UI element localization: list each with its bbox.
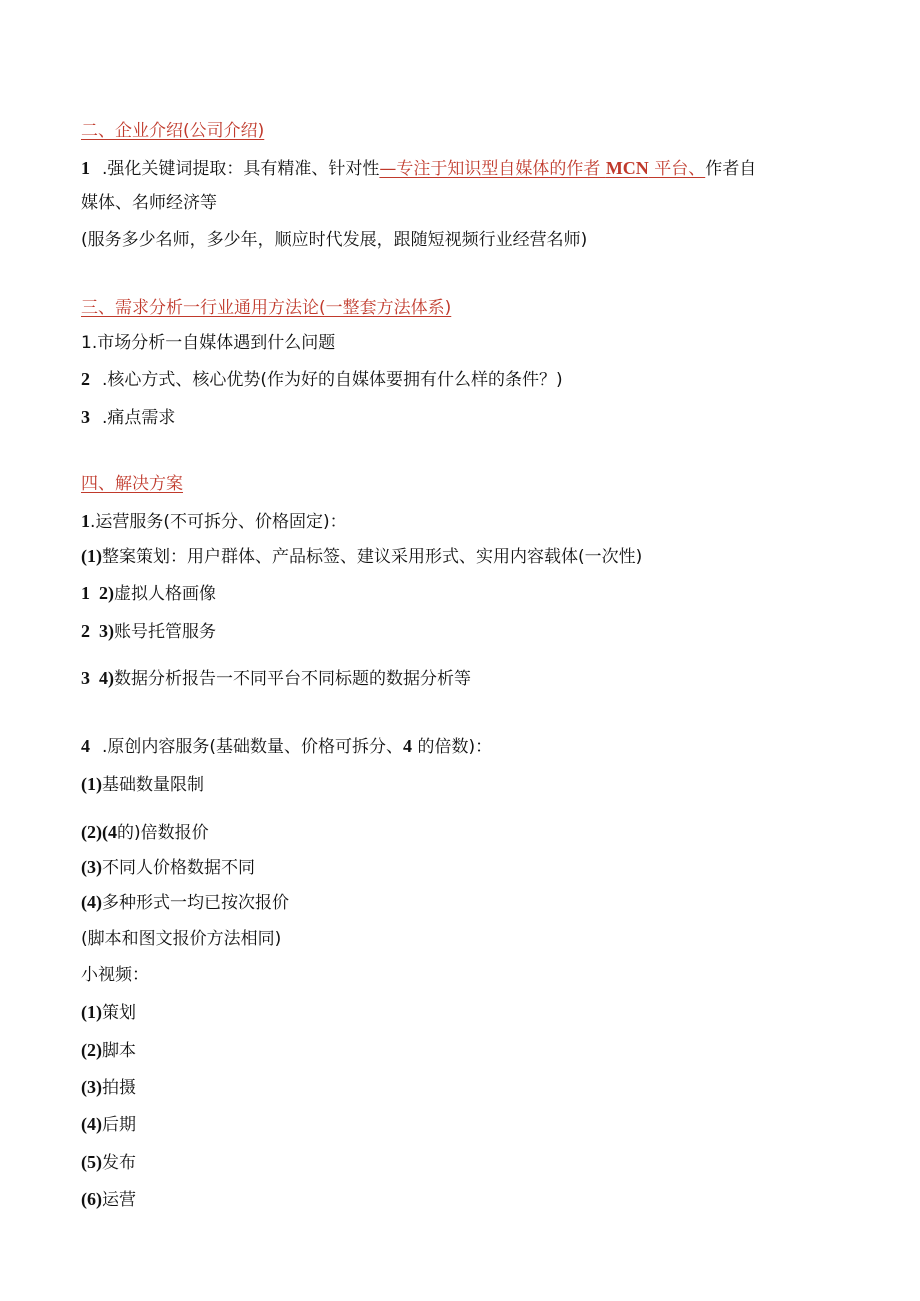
- item-number: (1): [81, 774, 102, 794]
- item-text: 账号托管服务: [114, 622, 216, 642]
- list-item: [81, 619, 880, 644]
- item-number: 3: [81, 407, 90, 427]
- list-item: 1.市场分析一自媒体遇到什么问题: [81, 333, 336, 353]
- item-text: 脚本: [102, 1041, 136, 1061]
- item-number: 2: [81, 369, 90, 389]
- item-number: (3): [81, 1077, 102, 1097]
- item-text: 运营: [102, 1190, 136, 1210]
- list-item: [81, 890, 880, 915]
- paragraph-note: (脚本和图文报价方法相同): [81, 929, 282, 949]
- highlight-bold: MCN: [605, 158, 649, 178]
- item-text: 后期: [102, 1115, 136, 1135]
- item-text: 数据分析报告一不同平台不同标题的数据分析等: [114, 669, 471, 689]
- item-text: .痛点需求: [102, 408, 176, 428]
- list-item: [81, 1000, 880, 1025]
- item-number: 1 2): [81, 583, 114, 603]
- item-text: 拍摄: [102, 1078, 136, 1098]
- paragraph-continuation: 媒体、名师经济等: [81, 193, 217, 213]
- list-item: [81, 544, 880, 569]
- item-number: (5): [81, 1152, 102, 1172]
- list-item: [81, 509, 880, 534]
- list-item: [81, 1038, 880, 1063]
- item-text: 多种形式一均已按次报价: [102, 893, 289, 913]
- section-heading-company-intro: 二、企业介绍(公司介绍): [81, 121, 265, 141]
- item-number: 1: [81, 511, 90, 531]
- list-item: [81, 1187, 880, 1212]
- list-item: [81, 820, 880, 845]
- item-number: 2 3): [81, 621, 114, 641]
- paragraph-keyword-extraction: [81, 156, 880, 181]
- item-number: (4): [81, 892, 102, 912]
- list-item: [81, 367, 880, 392]
- list-item: [81, 772, 880, 797]
- item-text-2: 的倍数)：: [417, 737, 493, 757]
- item-number: 1: [81, 158, 90, 178]
- list-item: [81, 1075, 880, 1100]
- list-item: [81, 405, 880, 430]
- item-text: .核心方式、核心优势(作为好的自媒体要拥有什么样的条件？): [102, 370, 563, 390]
- list-item: [81, 734, 880, 759]
- text-segment: .强化关键词提取：具有精准、针对性: [102, 159, 380, 179]
- item-text: 虚拟人格画像: [114, 584, 216, 604]
- highlight-part: —专注于知识型自媒体的作者: [379, 159, 606, 179]
- item-number: 3 4): [81, 668, 114, 688]
- highlight-part-2: 平台、: [648, 159, 706, 179]
- subheading-short-video: 小视频：: [81, 965, 149, 985]
- item-number: (6): [81, 1189, 102, 1209]
- item-number: (2)(4: [81, 822, 117, 842]
- item-number: (4): [81, 1114, 102, 1134]
- inline-number: 4: [403, 736, 413, 756]
- paragraph-note: (服务多少名师，多少年，顺应时代发展，跟随短视频行业经营名师): [81, 230, 588, 250]
- item-number: (2): [81, 1040, 102, 1060]
- list-item: [81, 1150, 880, 1175]
- item-text: 策划: [102, 1003, 136, 1023]
- highlight-text: [379, 159, 705, 179]
- text-segment: 作者自: [705, 159, 757, 179]
- item-text: .原创内容服务(基础数量、价格可拆分、: [102, 737, 404, 757]
- section-heading-solutions: 四、解决方案: [81, 474, 183, 494]
- item-text: 基础数量限制: [102, 775, 204, 795]
- item-text: .运营服务(不可拆分、价格固定)：: [90, 512, 347, 532]
- item-text: 的)倍数报价: [116, 823, 209, 843]
- list-item: [81, 666, 880, 691]
- item-text: 不同人价格数据不同: [102, 858, 255, 878]
- item-number: 4: [81, 736, 90, 756]
- item-text: 发布: [102, 1153, 136, 1173]
- item-number: (3): [81, 857, 102, 877]
- list-item: [81, 1112, 880, 1137]
- item-number: (1): [81, 1002, 102, 1022]
- list-item: [81, 855, 880, 880]
- list-item: [81, 581, 880, 606]
- item-number: (1): [81, 546, 102, 566]
- item-text: 整案策划：用户群体、产品标签、建议采用形式、实用内容载体(一次性): [102, 547, 643, 567]
- section-heading-needs-analysis: 三、需求分析一行业通用方法论(一整套方法体系): [81, 298, 452, 318]
